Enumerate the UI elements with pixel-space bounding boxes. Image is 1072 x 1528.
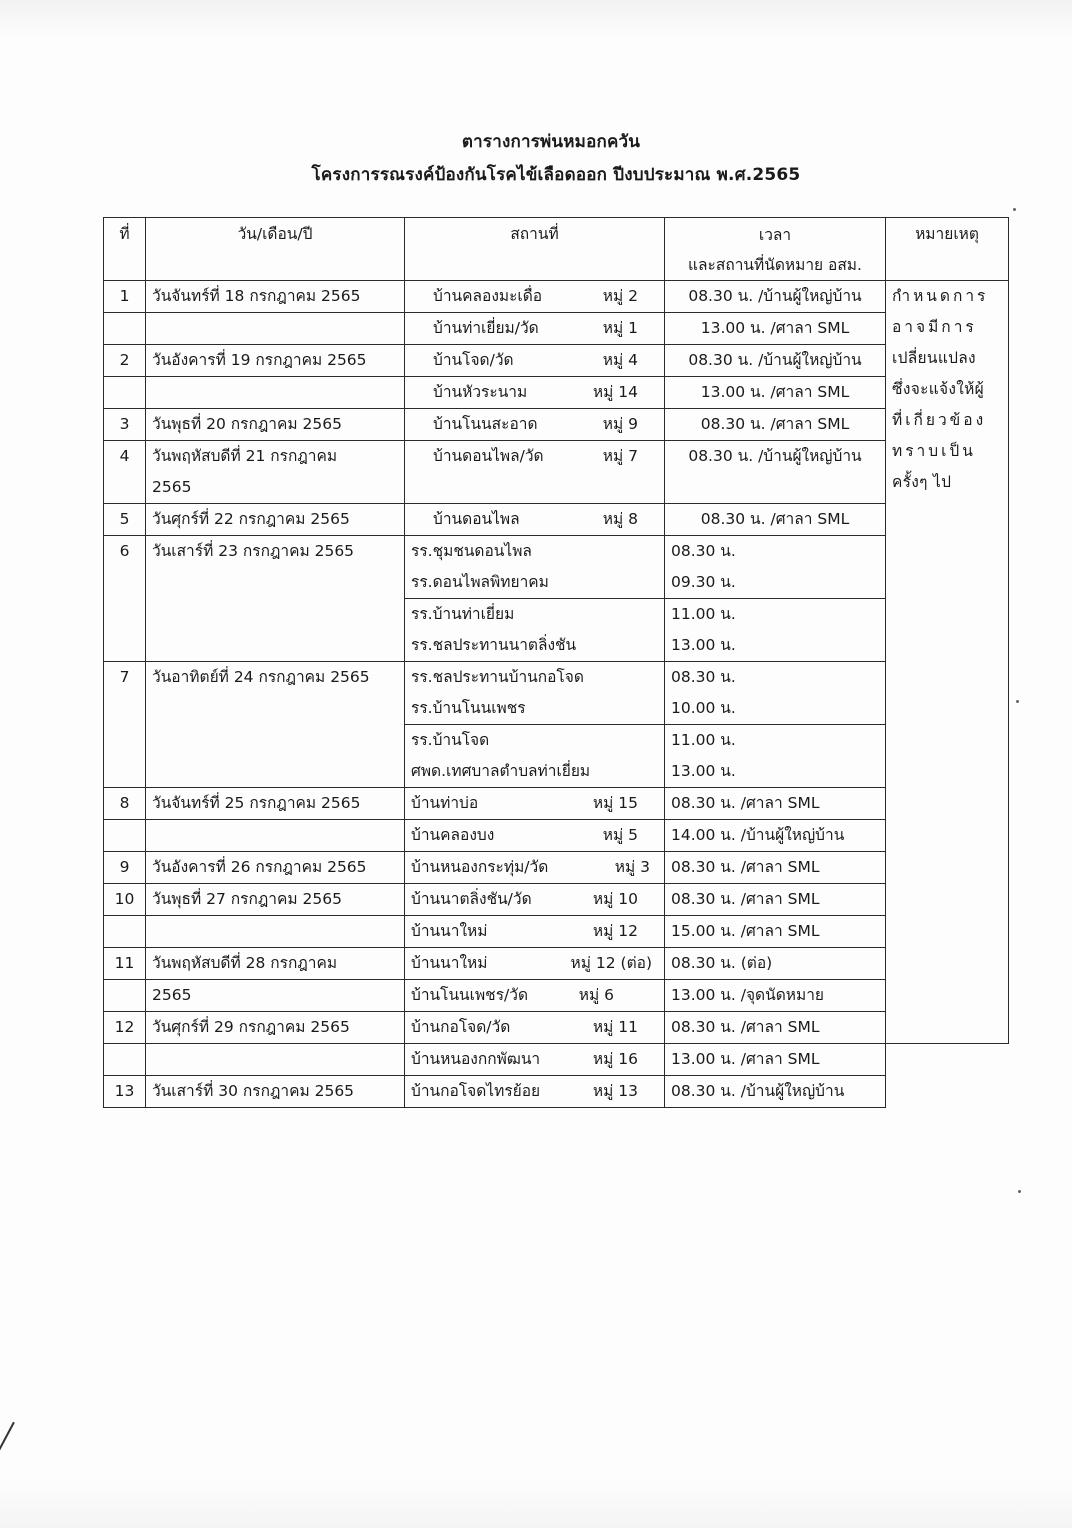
- row-number: 8: [104, 788, 146, 820]
- row-date: วันพุธที่ 27 กรกฎาคม 2565: [146, 884, 405, 916]
- header-date: วัน/เดือน/ปี: [146, 218, 405, 281]
- remarks-cell: [886, 281, 1009, 1044]
- time-value: 13.00 น.: [671, 636, 736, 654]
- school-name: รร.ดอนไพลพิทยาคม: [411, 573, 549, 591]
- table-row: [104, 345, 1009, 377]
- remark-line: ทราบเป็น: [892, 442, 976, 460]
- time-value: 11.00 น.: [671, 605, 736, 623]
- school-name: รร.บ้านโนนเพชร: [411, 699, 526, 717]
- row-time: 13.00 น. /ศาลา SML: [665, 313, 886, 345]
- village-moo: หมู่ 14: [592, 383, 638, 401]
- school-name: ศพด.เทศบาลตำบลท่าเยี่ยม: [411, 762, 591, 780]
- village-moo: หมู่ 15: [592, 794, 638, 812]
- table-row: [104, 281, 1009, 313]
- row-time: 08.30 น. /ศาลา SML: [665, 1012, 886, 1044]
- row-time: 08.30 น. /บ้านผู้ใหญ่บ้าน: [665, 1076, 886, 1108]
- row-time: 14.00 น. /บ้านผู้ใหญ่บ้าน: [665, 820, 886, 852]
- table-row: [104, 820, 1009, 852]
- row-number: 4: [104, 441, 146, 504]
- village-moo: หมู่ 4: [602, 351, 638, 369]
- village-moo: หมู่ 12: [592, 922, 638, 940]
- row-time: 08.30 น. /ศาลา SML: [665, 504, 886, 536]
- row-place: [405, 313, 665, 345]
- document-title: [0, 126, 1072, 192]
- row-time: 08.30 น. /ศาลา SML: [665, 884, 886, 916]
- row-place: [405, 1044, 665, 1076]
- scan-speck: [1016, 700, 1019, 703]
- village-name: บ้านหนองกกพัฒนา: [411, 1050, 541, 1068]
- row-number: [104, 1044, 146, 1076]
- village-name: บ้านโนนเพชร/วัด: [411, 986, 529, 1004]
- row-place: [405, 788, 665, 820]
- village-name: บ้านหนองกระทุ่ม/วัด: [411, 858, 549, 876]
- row-place: [405, 441, 665, 504]
- table-row: [104, 1076, 1009, 1108]
- village-name: บ้านคลองบง: [411, 826, 495, 844]
- village-moo: หมู่ 11: [592, 1018, 638, 1036]
- table-row: [104, 504, 1009, 536]
- row-time: 08.30 น. /บ้านผู้ใหญ่บ้าน: [665, 441, 886, 504]
- village-moo: หมู่ 6: [578, 986, 614, 1004]
- school-name: รร.บ้านท่าเยี่ยม: [411, 605, 515, 623]
- row-time: 08.30 น. /ศาลา SML: [665, 852, 886, 884]
- row-time: [665, 725, 886, 788]
- school-name: รร.ชลประทานบ้านกอโจด: [411, 668, 584, 686]
- village-moo: หมู่ 1: [602, 319, 638, 337]
- row-time: [665, 662, 886, 725]
- row-number: [104, 916, 146, 948]
- row-place: [405, 1012, 665, 1044]
- row-number: 9: [104, 852, 146, 884]
- row-number: 3: [104, 409, 146, 441]
- row-number: 1: [104, 281, 146, 313]
- table-row: [104, 980, 1009, 1012]
- row-date: 2565: [146, 980, 405, 1012]
- schedule-table: [103, 217, 1009, 1108]
- header-place: สถานที่: [405, 218, 665, 281]
- row-place: [405, 852, 665, 884]
- row-number: 6: [104, 536, 146, 662]
- row-place: [405, 725, 665, 788]
- remark-line: ที่เกี่ยวข้อง: [892, 411, 987, 429]
- village-name: บ้านนาใหม่: [411, 922, 488, 940]
- time-value: 09.30 น.: [671, 573, 736, 591]
- village-name: บ้านหัวระนาม: [433, 383, 528, 401]
- village-name: บ้านกอโจด/วัด: [411, 1018, 511, 1036]
- time-value: 13.00 น.: [671, 762, 736, 780]
- row-number: [104, 980, 146, 1012]
- time-value: 10.00 น.: [671, 699, 736, 717]
- time-value: 11.00 น.: [671, 731, 736, 749]
- header-time: [665, 218, 886, 281]
- row-place: [405, 884, 665, 916]
- row-time: 13.00 น. /ศาลา SML: [665, 1044, 886, 1076]
- table-row: [104, 313, 1009, 345]
- row-date-line-1: วันพฤหัสบดีที่ 21 กรกฎาคม: [152, 447, 338, 465]
- remark-line: ซึ่งจะแจ้งให้ผู้: [892, 380, 985, 398]
- row-date: [146, 1044, 405, 1076]
- village-moo: หมู่ 10: [592, 890, 638, 908]
- row-date: [146, 377, 405, 409]
- village-name: บ้านท่าบ่อ: [411, 794, 479, 812]
- row-date: วันพุธที่ 20 กรกฎาคม 2565: [146, 409, 405, 441]
- row-number: [104, 820, 146, 852]
- village-name: บ้านท่าเยี่ยม/วัด: [433, 319, 539, 337]
- table-row: [104, 948, 1009, 980]
- row-date: วันพฤหัสบดีที่ 28 กรกฎาคม: [146, 948, 405, 980]
- row-date: [146, 313, 405, 345]
- row-date: วันเสาร์ที่ 23 กรกฎาคม 2565: [146, 536, 405, 662]
- village-moo: หมู่ 9: [602, 415, 638, 433]
- row-time: 08.30 น. /บ้านผู้ใหญ่บ้าน: [665, 281, 886, 313]
- title-line-1: ตารางการพ่นหมอกควัน: [461, 132, 641, 152]
- row-time: [665, 599, 886, 662]
- row-place: [405, 409, 665, 441]
- table-row: [104, 884, 1009, 916]
- village-moo: หมู่ 2: [602, 287, 638, 305]
- row-number: 7: [104, 662, 146, 788]
- header-note: หมายเหตุ: [886, 218, 1009, 281]
- school-name: รร.บ้านโจด: [411, 731, 490, 749]
- row-number: [104, 377, 146, 409]
- row-date-line-2: 2565: [152, 478, 192, 496]
- row-place: [405, 504, 665, 536]
- scan-speck: [1018, 1190, 1021, 1193]
- table-row: [104, 536, 1009, 599]
- row-number: 13: [104, 1076, 146, 1108]
- row-time: 08.30 น. /ศาลา SML: [665, 409, 886, 441]
- row-place: [405, 536, 665, 599]
- row-place: [405, 916, 665, 948]
- village-name: บ้านนาตลิ่งชัน/วัด: [411, 890, 532, 908]
- header-no: ที่: [104, 218, 146, 281]
- row-date: วันศุกร์ที่ 29 กรกฎาคม 2565: [146, 1012, 405, 1044]
- header-time-line-2: และสถานที่นัดหมาย อสม.: [688, 256, 862, 274]
- village-name: บ้านดอนไพล/วัด: [433, 447, 544, 465]
- village-name: บ้านโจด/วัด: [433, 351, 514, 369]
- remark-line: อาจมีการ: [892, 318, 977, 336]
- table-row: [104, 916, 1009, 948]
- village-moo: หมู่ 13: [592, 1082, 638, 1100]
- row-date: วันเสาร์ที่ 30 กรกฎาคม 2565: [146, 1076, 405, 1108]
- table-header-row: [104, 218, 1009, 281]
- row-place: [405, 281, 665, 313]
- table-row: [104, 662, 1009, 725]
- village-name: บ้านดอนไพล: [433, 510, 520, 528]
- village-moo: หมู่ 16: [592, 1050, 638, 1068]
- row-place: [405, 1076, 665, 1108]
- row-place: [405, 377, 665, 409]
- row-place: [405, 662, 665, 725]
- row-date: [146, 820, 405, 852]
- remark-line: กำหนดการ: [892, 287, 989, 305]
- row-place: [405, 820, 665, 852]
- row-place: [405, 980, 665, 1012]
- row-date: วันอังคารที่ 19 กรกฎาคม 2565: [146, 345, 405, 377]
- header-time-line-1: เวลา: [758, 226, 792, 244]
- table-row: [104, 788, 1009, 820]
- row-time: [665, 536, 886, 599]
- village-moo: หมู่ 12 (ต่อ): [570, 954, 652, 972]
- village-name: บ้านกอโจดไทรย้อย: [411, 1082, 541, 1100]
- row-time: 15.00 น. /ศาลา SML: [665, 916, 886, 948]
- row-time: 13.00 น. /จุดนัดหมาย: [665, 980, 886, 1012]
- row-date: วันศุกร์ที่ 22 กรกฎาคม 2565: [146, 504, 405, 536]
- row-number: [104, 313, 146, 345]
- table-row: [104, 441, 1009, 504]
- row-time: 08.30 น. (ต่อ): [665, 948, 886, 980]
- row-date: วันอังคารที่ 26 กรกฎาคม 2565: [146, 852, 405, 884]
- time-value: 08.30 น.: [671, 668, 736, 686]
- scan-speck: [1013, 208, 1016, 211]
- row-place: [405, 599, 665, 662]
- row-date: วันจันทร์ที่ 25 กรกฎาคม 2565: [146, 788, 405, 820]
- table-row: [104, 1012, 1009, 1044]
- row-number: 10: [104, 884, 146, 916]
- village-moo: หมู่ 8: [602, 510, 638, 528]
- table-row: [104, 409, 1009, 441]
- row-time: 08.30 น. /ศาลา SML: [665, 788, 886, 820]
- remark-line: เปลี่ยนแปลง: [892, 349, 976, 367]
- village-moo: หมู่ 7: [602, 447, 638, 465]
- row-date: [146, 916, 405, 948]
- row-number: 2: [104, 345, 146, 377]
- row-place: [405, 948, 665, 980]
- school-name: รร.ชุมชนดอนไพล: [411, 542, 532, 560]
- row-date: วันจันทร์ที่ 18 กรกฎาคม 2565: [146, 281, 405, 313]
- table-row: [104, 377, 1009, 409]
- row-date: วันอาทิตย์ที่ 24 กรกฎาคม 2565: [146, 662, 405, 788]
- village-moo: หมู่ 3: [614, 858, 650, 876]
- remark-line: ครั้งๆ ไป: [892, 473, 952, 491]
- village-moo: หมู่ 5: [602, 826, 638, 844]
- table-row: [104, 852, 1009, 884]
- time-value: 08.30 น.: [671, 542, 736, 560]
- school-name: รร.ชลประทานนาตลิ่งชัน: [411, 636, 577, 654]
- row-time: 13.00 น. /ศาลา SML: [665, 377, 886, 409]
- village-name: บ้านโนนสะอาด: [433, 415, 538, 433]
- title-line-2: โครงการรณรงค์ป้องกันโรคไข้เลือดออก ปีงบประมาณ พ.ศ.2565: [311, 165, 801, 185]
- village-name: บ้านคลองมะเดื่อ: [433, 287, 543, 305]
- row-time: 08.30 น. /บ้านผู้ใหญ่บ้าน: [665, 345, 886, 377]
- row-number: 11: [104, 948, 146, 980]
- row-place: [405, 345, 665, 377]
- row-number: 5: [104, 504, 146, 536]
- row-date: [146, 441, 405, 504]
- row-number: 12: [104, 1012, 146, 1044]
- village-name: บ้านนาใหม่: [411, 954, 488, 972]
- table-row: [104, 1044, 1009, 1076]
